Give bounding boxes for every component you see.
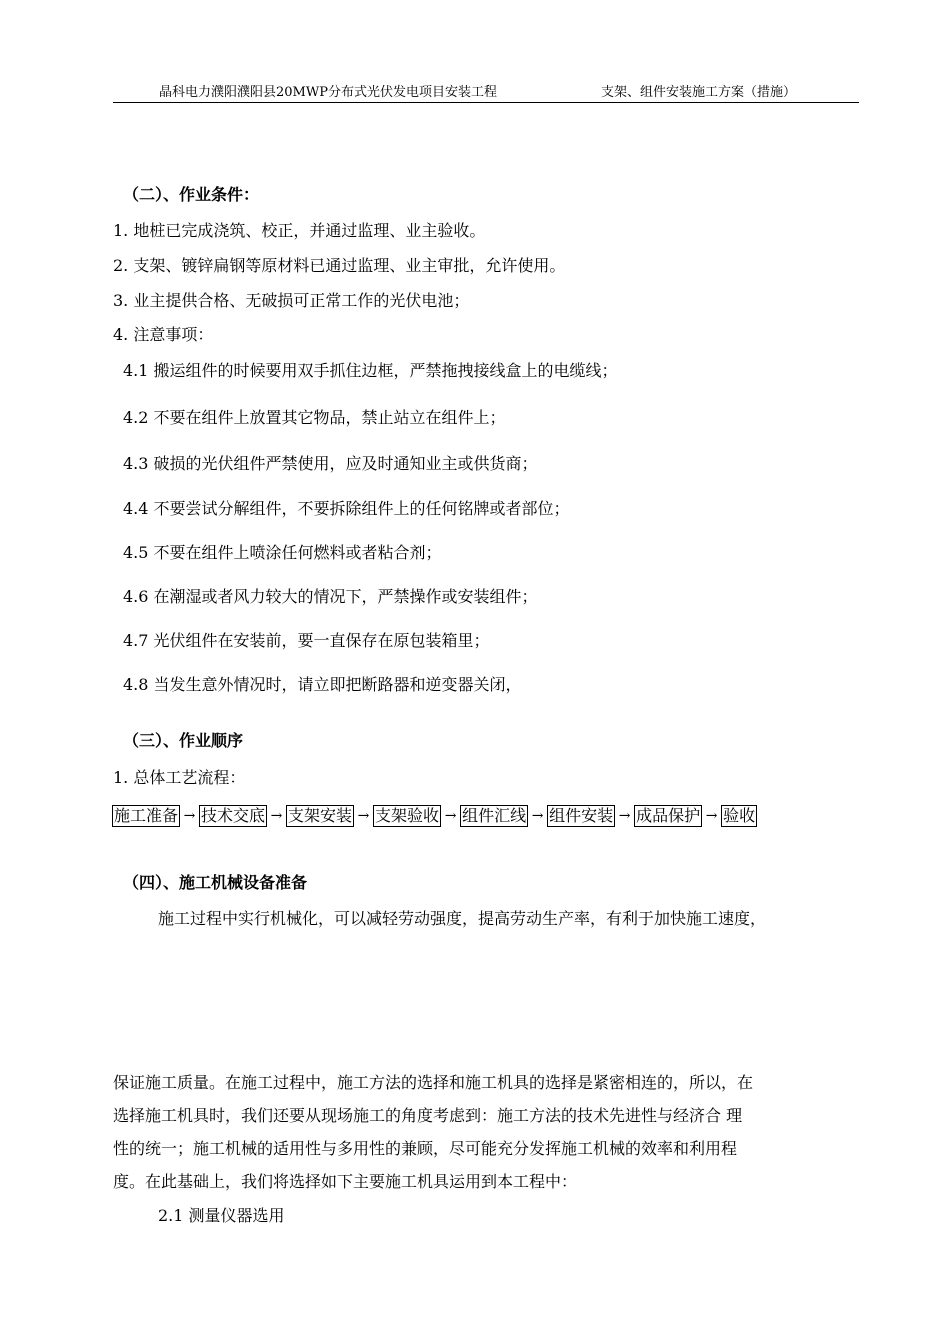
note-4-4: 4.4 不要尝试分解组件，不要拆除组件上的任何铭牌或者部位； xyxy=(123,499,570,518)
flow-arrow: → xyxy=(183,808,196,824)
subsection-2-1: 2.1 测量仪器选用 xyxy=(158,1206,285,1225)
paragraph-line-1: 保证施工质量。在施工过程中，施工方法的选择和施工机具的选择是紧密相连的，所以，在 xyxy=(113,1073,754,1092)
note-4-5: 4.5 不要在组件上喷涂任何燃料或者粘合剂； xyxy=(123,543,442,562)
section-4-intro: 施工过程中实行机械化，可以减轻劳动强度，提高劳动生产率，有利于加快施工速度， xyxy=(158,909,767,928)
flow-step-2: 技术交底 xyxy=(201,806,266,825)
section-2-heading: （二）、作业条件： xyxy=(123,185,260,204)
flow-title: 1. 总体工艺流程： xyxy=(113,768,246,787)
flow-step-7: 成品保护 xyxy=(636,806,701,825)
flow-step-5: 组件汇线 xyxy=(462,806,527,825)
flow-arrow: → xyxy=(705,808,718,824)
flow-step-8: 验收 xyxy=(723,806,756,825)
condition-item-1: 1. 地桩已完成浇筑、校正，并通过监理、业主验收。 xyxy=(113,221,486,240)
paragraph-line-3: 性的统一；施工机械的适用性与多用性的兼顾，尽可能充分发挥施工机械的效率和利用程 xyxy=(113,1139,738,1158)
note-4-8: 4.8 当发生意外情况时，请立即把断路器和逆变器关闭， xyxy=(123,675,522,694)
flow-arrow: → xyxy=(444,808,457,824)
header-document-title: 支架、组件安装施工方案（措施） xyxy=(601,85,797,100)
condition-item-3: 3. 业主提供合格、无破损可正常工作的光伏电池； xyxy=(113,291,470,310)
note-4-1: 4.1 搬运组件的时候要用双手抓住边框，严禁拖拽接线盒上的电缆线； xyxy=(123,361,618,380)
flow-arrow: → xyxy=(270,808,283,824)
running-header xyxy=(113,84,859,103)
process-flow xyxy=(112,804,757,828)
section-4-heading: （四）、施工机械设备准备 xyxy=(123,873,308,892)
header-project-title: 晶科电力濮阳濮阳县20MWP分布式光伏发电项目安装工程 xyxy=(159,85,497,100)
flow-step-3: 支架安装 xyxy=(288,806,353,825)
note-4-2: 4.2 不要在组件上放置其它物品，禁止站立在组件上； xyxy=(123,408,506,427)
flow-arrow: → xyxy=(357,808,370,824)
note-4-6: 4.6 在潮湿或者风力较大的情况下，严禁操作或安装组件； xyxy=(123,587,538,606)
flow-step-6: 组件安装 xyxy=(549,806,614,825)
flow-arrow: → xyxy=(618,808,631,824)
paragraph-line-2: 选择施工机具时，我们还要从现场施工的角度考虑到：施工方法的技术先进性与经济合 理 xyxy=(113,1106,743,1125)
note-4-7: 4.7 光伏组件在安装前，要一直保存在原包装箱里； xyxy=(123,631,490,650)
flow-arrow: → xyxy=(531,808,544,824)
section-3-heading: （三）、作业顺序 xyxy=(123,731,244,750)
condition-item-4: 4. 注意事项： xyxy=(113,325,214,344)
note-4-3: 4.3 破损的光伏组件严禁使用，应及时通知业主或供货商； xyxy=(123,454,538,473)
flow-step-4: 支架验收 xyxy=(375,806,440,825)
flow-step-1: 施工准备 xyxy=(114,806,179,825)
condition-item-2: 2. 支架、镀锌扁钢等原材料已通过监理、业主审批，允许使用。 xyxy=(113,256,566,275)
paragraph-line-4: 度。在此基础上，我们将选择如下主要施工机具运用到本工程中： xyxy=(113,1172,578,1191)
